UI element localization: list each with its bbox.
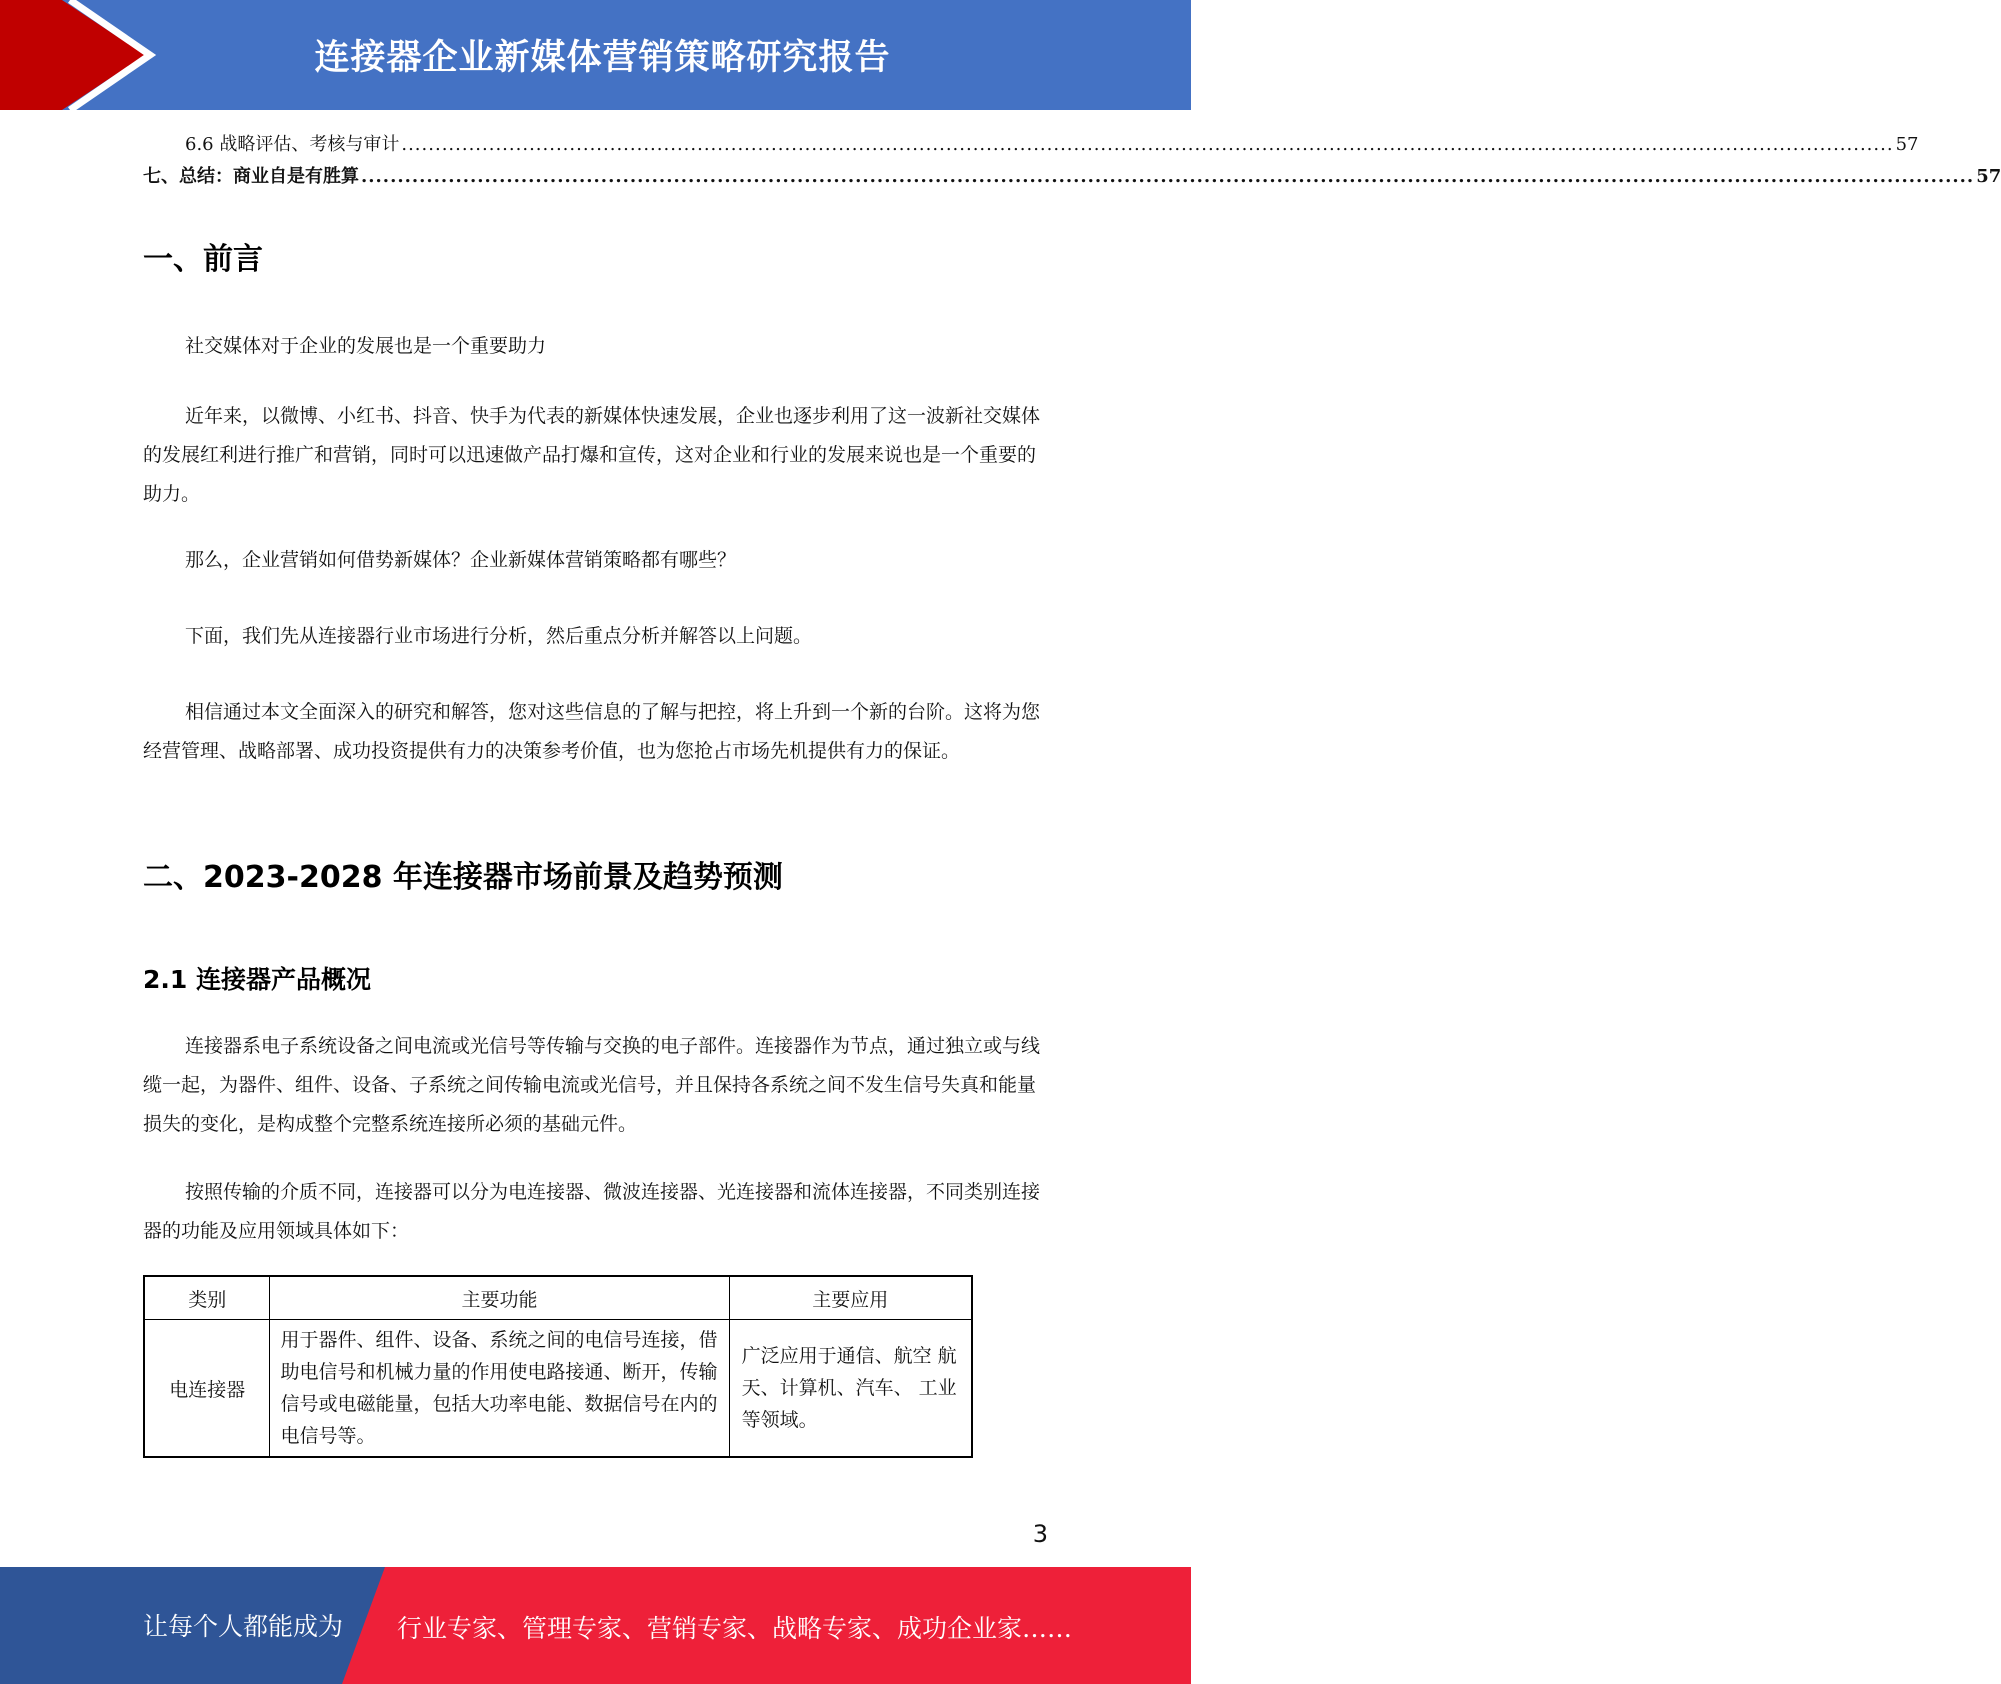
footer-slogan-right: 行业专家、管理专家、营销专家、战略专家、成功企业家…… — [397, 1614, 1073, 1643]
table-header-cell: 主要应用 — [729, 1276, 972, 1320]
page-footer — [0, 1567, 1191, 1684]
paragraph: 相信通过本文全面深入的研究和解答，您对这些信息的了解与把控，将上升到一个新的台阶。这将为您经营管理、战略部署、成功投资提供有力的决策参考价值，也为您抢占市场先机提供有力的保证。 — [143, 701, 1041, 762]
table-header-cell: 主要功能 — [270, 1276, 729, 1320]
table-cell-category: 电连接器 — [144, 1320, 270, 1458]
toc-leader: .............................................................................................................................................................................................................................. — [361, 166, 1975, 187]
toc-page-number: 57 — [1895, 134, 1919, 155]
subsection-heading-product-overview: 2.1 连接器产品概况 — [143, 965, 371, 994]
toc-entry-text: 6.6 战略评估、考核与审计 — [185, 134, 400, 155]
toc-entry[interactable] — [143, 162, 2001, 194]
toc-entry[interactable] — [143, 130, 1919, 162]
table-cell-application: 广泛应用于通信、航空 航天、计算机、汽车、 工业等领域。 — [729, 1320, 972, 1458]
toc-leader: .............................................................................................................................................................................................................................. — [401, 134, 1894, 155]
report-title: 连接器企业新媒体营销策略研究报告 — [314, 38, 891, 78]
section-heading-preface: 一、前言 — [143, 242, 263, 277]
toc-entry-text: 七、总结：商业自是有胜算 — [143, 166, 359, 187]
table-of-contents — [143, 130, 2001, 194]
paragraph: 近年来，以微博、小红书、抖音、快手为代表的新媒体快速发展，企业也逐步利用了这一波新社交媒体的发展红利进行推广和营销，同时可以迅速做产品打爆和宣传，这对企业和行业的发展来说也是一个重要的助力。 — [143, 405, 1041, 505]
page-header — [0, 0, 1191, 110]
table-row — [144, 1320, 972, 1458]
paragraph: 社交媒体对于企业的发展也是一个重要助力 — [185, 335, 547, 357]
footer-slogan-left: 让每个人都能成为 — [143, 1612, 344, 1641]
section-heading-market-outlook: 二、2023-2028 年连接器市场前景及趋势预测 — [143, 860, 783, 895]
toc-page-number: 57 — [1976, 166, 2001, 187]
table-header-cell: 类别 — [144, 1276, 270, 1320]
table-cell-function: 用于器件、组件、设备、系统之间的电信号连接，借助电信号和机械力量的作用使电路接通、断开，传输信号或电磁能量，包括大功率电能、数据信号在内的电信号等。 — [270, 1320, 729, 1458]
table-header-row — [144, 1276, 972, 1320]
paragraph: 按照传输的介质不同，连接器可以分为电连接器、微波连接器、光连接器和流体连接器，不同类别连接器的功能及应用领域具体如下： — [143, 1181, 1041, 1242]
connector-category-table — [143, 1275, 973, 1458]
paragraph: 连接器系电子系统设备之间电流或光信号等传输与交换的电子部件。连接器作为节点，通过独立或与线缆一起，为器件、组件、设备、子系统之间传输电流或光信号，并且保持各系统之间不发生信号失真和能量损失的变化，是构成整个完整系统连接所必须的基础元件。 — [143, 1035, 1041, 1135]
page-number: 3 — [1032, 1520, 1048, 1548]
paragraph: 那么，企业营销如何借势新媒体？企业新媒体营销策略都有哪些？ — [185, 549, 737, 571]
paragraph: 下面，我们先从连接器行业市场进行分析，然后重点分析并解答以上问题。 — [185, 625, 813, 647]
